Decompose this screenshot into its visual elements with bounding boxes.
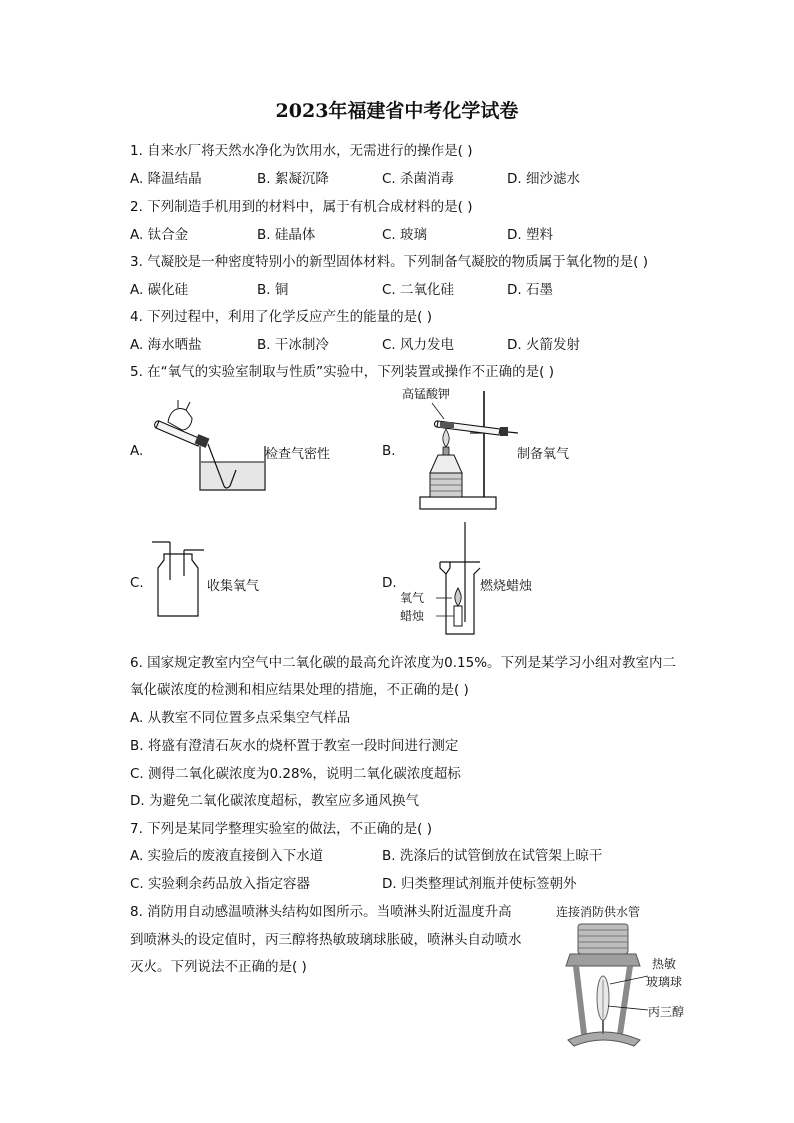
q1-option-a: A. 降温结晶 <box>130 171 202 187</box>
q4-option-b: B. 干冰制冷 <box>257 337 329 353</box>
q4-option-d: D. 火箭发射 <box>507 337 580 353</box>
q5-option-a-letter: A. <box>130 443 144 459</box>
q7-option-b: B. 洗涤后的试管倒放在试管架上晾干 <box>382 848 603 864</box>
q5-option-d-caption: 燃烧蜡烛 <box>480 579 533 594</box>
page-title: 2023年福建省中考化学试卷 <box>275 100 519 122</box>
q6-option-b: B. 将盛有澄清石灰水的烧杯置于教室一段时间进行测定 <box>130 738 459 754</box>
oxygen-collection-figure <box>148 540 208 620</box>
q5-option-c-letter: C. <box>130 575 144 591</box>
q6-option-c: C. 测得二氧化碳浓度为0.28%，说明二氧化碳浓度超标 <box>130 766 461 782</box>
q5-option-d-letter: D. <box>382 575 397 591</box>
q1-option-b: B. 絮凝沉降 <box>257 171 329 187</box>
q1-option-c: C. 杀菌消毒 <box>382 171 455 187</box>
airtightness-check-figure <box>148 400 268 495</box>
q3-option-b: B. 铜 <box>257 282 289 298</box>
water-pipe-label: 连接消防供水管 <box>556 905 641 919</box>
q2-option-c: C. 玻璃 <box>382 227 428 243</box>
q5-option-a-caption: 检查气密性 <box>265 447 331 462</box>
q6-option-a: A. 从教室不同位置多点采集空气样品 <box>130 710 351 726</box>
q7-option-a: A. 实验后的废液直接倒入下水道 <box>130 848 324 864</box>
q4-option-a: A. 海水晒盐 <box>130 337 202 353</box>
question-4-stem: 4. 下列过程中，利用了化学反应产生的能量的是( ) <box>130 309 432 325</box>
thermo-label: 热敏 <box>652 957 677 971</box>
q5-option-b-letter: B. <box>382 443 396 459</box>
question-7-stem: 7. 下列是某同学整理实验室的做法，不正确的是( ) <box>130 821 432 837</box>
question-8-stem-line-3: 灭火。下列说法不正确的是( ) <box>130 959 307 975</box>
glass-bulb-label: 玻璃球 <box>646 975 683 989</box>
q5-option-c-caption: 收集氧气 <box>207 579 260 594</box>
candle-burning-figure <box>400 522 480 640</box>
q2-option-d: D. 塑料 <box>507 227 553 243</box>
potassium-permanganate-label: 高锰酸钾 <box>402 387 451 401</box>
question-2-stem: 2. 下列制造手机用到的材料中，属于有机合成材料的是( ) <box>130 199 473 215</box>
glycerol-label: 丙三醇 <box>648 1005 685 1019</box>
sprinkler-head-figure <box>548 900 698 1060</box>
q3-option-c: C. 二氧化硅 <box>382 282 455 298</box>
q2-option-a: A. 钛合金 <box>130 227 189 243</box>
question-1-stem: 1. 自来水厂将天然水净化为饮用水，无需进行的操作是( ) <box>130 143 473 159</box>
q1-option-d: D. 细沙滤水 <box>507 171 580 187</box>
q7-option-c: C. 实验剩余药品放入指定容器 <box>130 876 311 892</box>
q2-option-b: B. 硅晶体 <box>257 227 316 243</box>
q5-option-b-caption: 制备氧气 <box>517 447 570 462</box>
oxygen-label: 氧气 <box>400 591 425 605</box>
q7-option-d: D. 归类整理试剂瓶并使标签朝外 <box>382 876 577 892</box>
q6-option-d: D. 为避免二氧化碳浓度超标，教室应多通风换气 <box>130 793 419 809</box>
oxygen-preparation-figure <box>400 385 520 515</box>
question-5-stem: 5. 在“氧气的实验室制取与性质”实验中，下列装置或操作不正确的是( ) <box>130 364 554 380</box>
q4-option-c: C. 风力发电 <box>382 337 455 353</box>
question-6-stem-line-1: 6. 国家规定教室内空气中二氧化碳的最高允许浓度为0.15%。下列是某学习小组对教室内二 <box>130 655 677 671</box>
candle-label: 蜡烛 <box>400 609 425 623</box>
question-8-stem-line-2: 到喷淋头的设定值时，丙三醇将热敏玻璃球胀破，喷淋头自动喷水 <box>130 932 522 948</box>
question-3-stem: 3. 气凝胶是一种密度特别小的新型固体材料。下列制备气凝胶的物质属于氧化物的是( ) <box>130 254 648 270</box>
q3-option-d: D. 石墨 <box>507 282 553 298</box>
question-6-stem-line-2: 氧化碳浓度的检测和相应结果处理的措施，不正确的是( ) <box>130 682 469 698</box>
question-8-stem-line-1: 8. 消防用自动感温喷淋头结构如图所示。当喷淋头附近温度升高 <box>130 904 512 920</box>
q3-option-a: A. 碳化硅 <box>130 282 189 298</box>
